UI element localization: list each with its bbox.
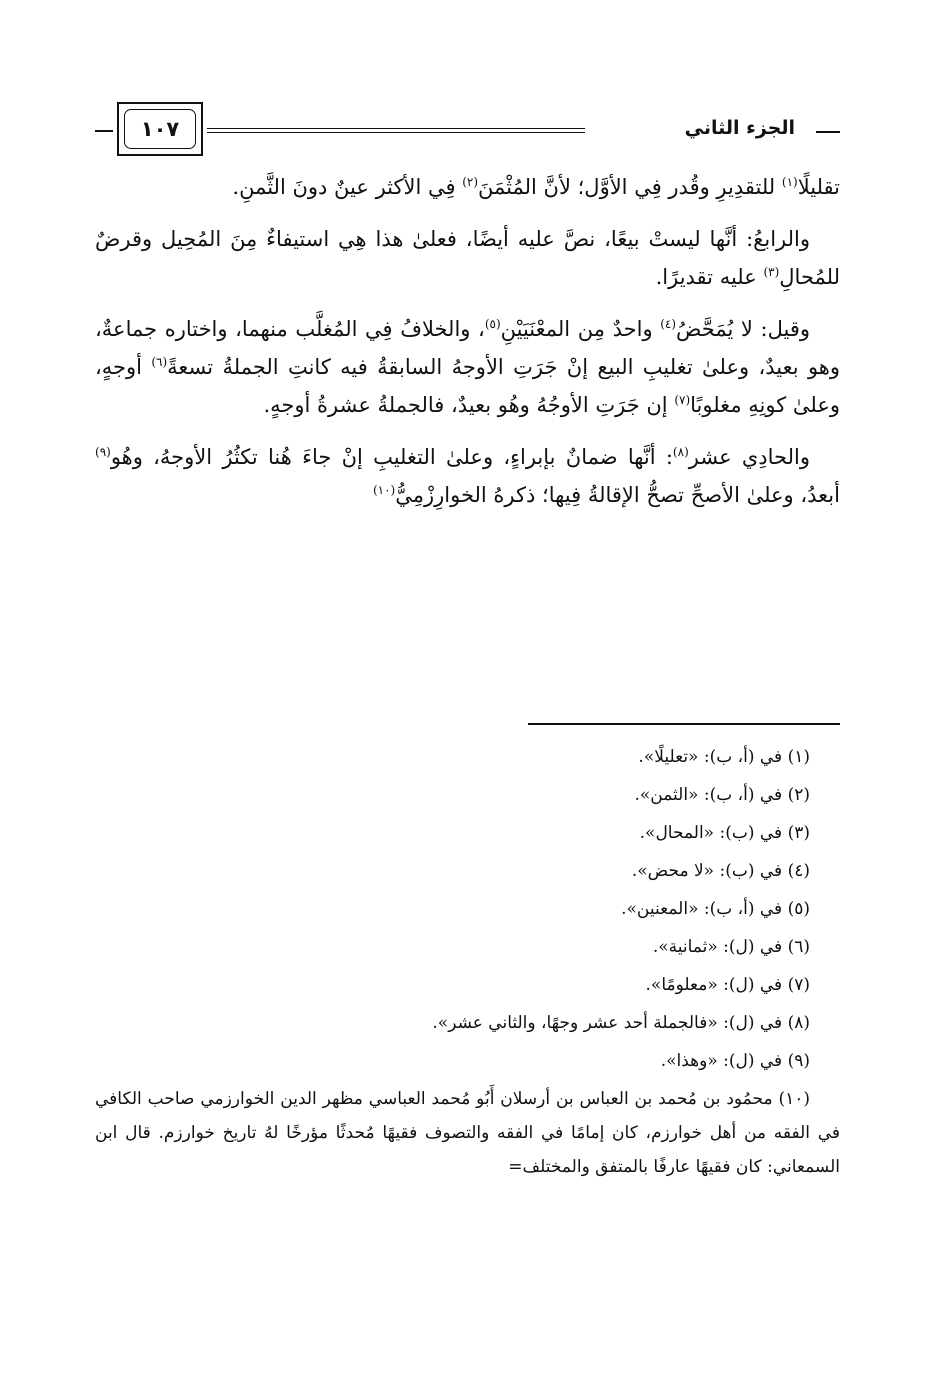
text-segment: ، والخلافُ فِي المُغلَّب منهما، واختاره جماعةٌ، وهو بعيدٌ، وعلىٰ تغليبِ البيع إنْ جَرَتِ الأوجهُ السابقةُ فيه كانتِ الجملةُ تسعةً: [95, 317, 841, 379]
footnote-marker: (٨): [672, 445, 689, 459]
text-segment: تقليلًا: [797, 175, 840, 199]
text-segment: عليه تقديرًا.: [655, 265, 764, 289]
footnotes: [95, 738, 840, 1184]
footnote-marker: (٧): [674, 393, 691, 407]
text-segment: أوجهٍ، وعلىٰ كونِهِ مغلوبًا: [95, 355, 840, 417]
header-rule: [207, 128, 585, 133]
footnote-7: (٧) في (ل): «معلومًا».: [645, 975, 810, 995]
paragraph-2: [95, 220, 840, 296]
running-header: [95, 100, 840, 160]
text-segment: والرابعُ: أنَّها ليستْ بيعًا، نصَّ عليه أيضًا، فعلىٰ هذا هِي استيفاءٌ مِنَ المُحِيل وقرضٌ للمُحالِ: [95, 227, 840, 289]
footnote-marker: (٣): [763, 265, 780, 279]
footnote-10: (١٠) محمُود بن مُحمد بن العباس بن أرسلان أَبُو مُحمد العباسي مظهر الدين الخوارزمي صاحب الكافي في الفقه من أهل خوارزم، كان إمامًا في الفقه والتصوف فقيهًا مُحدثًا مؤرخًا لهُ تاريخ خوارزم. قال ابن السمعاني: كان فقيهًا عارفًا بالمتفق والمختلف=: [95, 1089, 840, 1177]
footnote-4: (٤) في (ب): «لا محض».: [631, 861, 810, 881]
text-segment: والحادِي عشر: [688, 445, 810, 469]
text-segment: إن جَرَتِ الأوجُهُ وهُو بعيدٌ، فالجملةُ عشرةُ أوجهٍ.: [263, 393, 675, 417]
footnote-marker: (٩): [95, 445, 111, 459]
footnote-marker: (٢): [462, 175, 479, 189]
header-dash-left: [95, 130, 113, 132]
page-number: ١٠٧: [124, 109, 196, 149]
text-segment: فِي الأكثر عينٌ دونَ الثَّمنِ.: [232, 175, 463, 199]
footnote-marker: (٤): [660, 317, 677, 331]
footnote-marker: (١): [781, 175, 798, 189]
footnote-marker: (١٠): [372, 483, 396, 497]
footnote-separator: [528, 723, 840, 725]
footnote-2: (٢) في (أ، ب): «الثمن».: [634, 785, 810, 805]
footnote-1: (١) في (أ، ب): «تعليلًا».: [638, 747, 810, 767]
page-number-frame: [117, 102, 203, 156]
text-segment: للتقدِيرِ وقُدر فِي الأوَّل؛ لأنَّ المُثْمَنَ: [478, 175, 782, 199]
paragraph-1: [95, 168, 840, 206]
main-text: [95, 168, 840, 514]
footnote-marker: (٦): [151, 355, 168, 369]
text-segment: أبعدُ، وعلىٰ الأصحِّ تصحُّ الإقالةُ فِيها؛ ذكرهُ الخوارِزْمِيُّ: [395, 483, 840, 507]
volume-title: الجزء الثاني: [684, 117, 795, 139]
text-segment: : أنَّها ضمانٌ بإبراءٍ، وعلىٰ التغليبِ إنْ جاءَ هُنا تكثُرُ الأوجهُ، وهُو: [110, 445, 673, 469]
footnote-8: (٨) في (ل): «فالجملة أحد عشر وجهًا، والثاني عشر».: [432, 1013, 810, 1033]
footnote-marker: (٥): [484, 317, 501, 331]
paragraph-4: [95, 438, 840, 514]
text-segment: وقيل: لا يُمَحَّضُ: [676, 317, 810, 341]
text-segment: واحدٌ مِن المعْنَيَيْنِ: [500, 317, 661, 341]
footnote-3: (٣) في (ب): «المحال».: [639, 823, 810, 843]
footnote-5: (٥) في (أ، ب): «المعنين».: [621, 899, 810, 919]
header-dash-right: [816, 131, 840, 133]
paragraph-3: [95, 310, 840, 424]
footnote-6: (٦) في (ل): «ثمانية».: [652, 937, 810, 957]
footnote-9: (٩) في (ل): «وهذا».: [660, 1051, 810, 1071]
